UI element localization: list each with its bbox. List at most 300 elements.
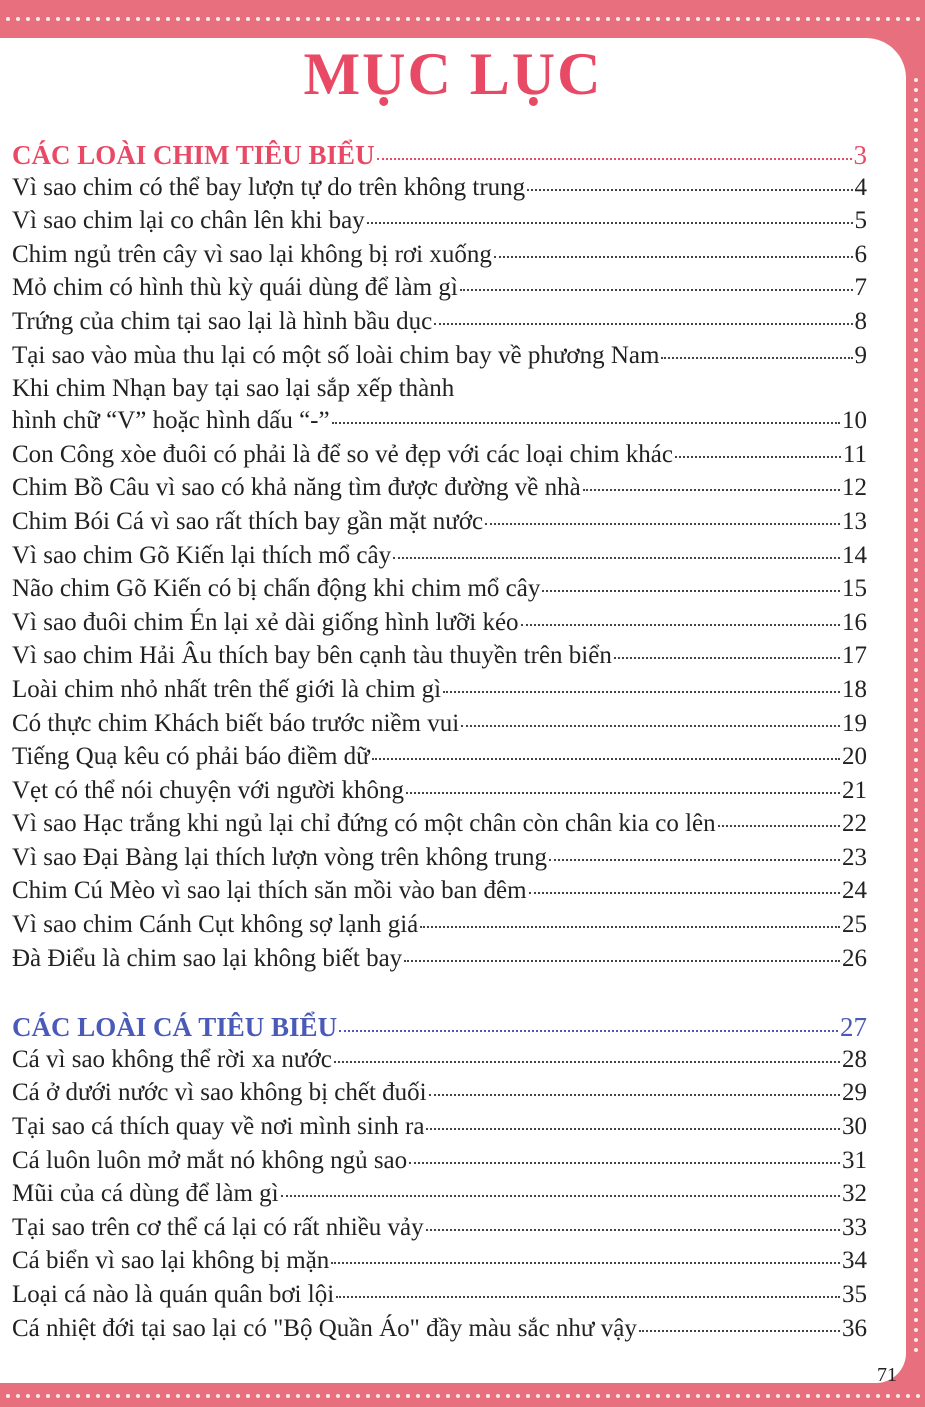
dot-leader [485, 523, 840, 525]
frame-dot [326, 1394, 330, 1398]
frame-dot [106, 17, 110, 21]
toc-entry[interactable] [12, 1247, 867, 1281]
frame-dot [914, 618, 918, 622]
frame-dot [136, 1394, 140, 1398]
frame-dot [246, 1394, 250, 1398]
dot-leader [529, 892, 840, 894]
frame-dot [914, 988, 918, 992]
frame-dot [76, 17, 80, 21]
dot-leader [367, 222, 853, 224]
dot-leader [420, 926, 840, 928]
toc-entry[interactable] [12, 609, 867, 643]
dot-leader [527, 189, 852, 191]
toc-entry[interactable] [12, 308, 867, 342]
frame-dot [914, 928, 918, 932]
frame-dot [914, 678, 918, 682]
toc-entry-line [12, 375, 867, 407]
frame-dot [396, 1394, 400, 1398]
toc-entry-page-number: 16 [842, 608, 867, 636]
frame-dot [676, 17, 680, 21]
toc-entry[interactable] [12, 407, 867, 441]
frame-dot [696, 17, 700, 21]
toc-entry-page-number: 7 [854, 274, 867, 302]
frame-dot [914, 378, 918, 382]
toc-entry-page-number: 14 [842, 541, 867, 569]
frame-dot [756, 17, 760, 21]
frame-dot [746, 17, 750, 21]
frame-dot [586, 1394, 590, 1398]
frame-dot [914, 358, 918, 362]
toc-entry-page-number: 11 [842, 440, 867, 468]
toc-entry-label: hình chữ “V” hoặc hình dấu “-” [12, 407, 330, 435]
frame-dot [914, 578, 918, 582]
frame-dot [914, 878, 918, 882]
frame-dot [206, 17, 210, 21]
frame-dot [326, 17, 330, 21]
toc-entry[interactable] [12, 642, 867, 676]
frame-dot [914, 138, 918, 142]
frame-dot [914, 418, 918, 422]
toc-entry[interactable] [12, 1046, 867, 1080]
frame-dot [886, 1394, 890, 1398]
dot-leader [661, 357, 852, 359]
frame-dot [706, 1394, 710, 1398]
frame-dot [914, 1308, 918, 1312]
toc-entry-label: Vì sao đuôi chim Én lại xẻ dài giống hình lưỡi kéo [12, 608, 519, 636]
page-title: MỤC LỤC [303, 41, 603, 107]
dot-leader [583, 489, 840, 491]
frame-dot [106, 1394, 110, 1398]
toc-entry-label: Có thực chim Khách biết báo trước niềm vui [12, 709, 460, 737]
toc-entry-label: Vì sao chim Hải Âu thích bay bên cạnh tàu thuyền trên biển [12, 642, 612, 670]
frame-dot [914, 538, 918, 542]
frame-dot [446, 17, 450, 21]
dot-leader [542, 590, 840, 592]
frame-dot [914, 308, 918, 312]
toc-entry[interactable] [12, 542, 867, 576]
frame-dot [476, 17, 480, 21]
frame-dot [316, 1394, 320, 1398]
frame-dot [914, 478, 918, 482]
frame-dot [696, 1394, 700, 1398]
toc-entry-page-number: 28 [842, 1045, 867, 1073]
frame-dot [914, 818, 918, 822]
dot-leader [426, 1229, 840, 1231]
toc-entry-label: Chim Bồ Câu vì sao có khả năng tìm được đường về nhà [12, 474, 581, 502]
frame-dot [914, 228, 918, 232]
frame-dot [156, 1394, 160, 1398]
frame-dot [486, 17, 490, 21]
frame-dot [626, 17, 630, 21]
frame-dot [46, 17, 50, 21]
frame-dot [914, 1228, 918, 1232]
frame-dot [914, 128, 918, 132]
frame-dot [776, 1394, 780, 1398]
frame-dot [914, 978, 918, 982]
frame-dot [914, 938, 918, 942]
frame-dot [586, 17, 590, 21]
dot-leader [331, 1262, 840, 1264]
frame-dot [906, 1394, 910, 1398]
frame-dot [226, 17, 230, 21]
toc-entry-page-number: 13 [842, 507, 867, 535]
frame-dot [686, 17, 690, 21]
toc-entry[interactable] [12, 911, 867, 945]
toc-entry-label: Vì sao chim Gõ Kiến lại thích mổ cây [12, 541, 392, 569]
dot-leader [372, 758, 840, 760]
toc-entry-page-number: 24 [842, 877, 867, 905]
frame-dot [596, 1394, 600, 1398]
toc-entry[interactable] [12, 877, 867, 911]
frame-dot [406, 1394, 410, 1398]
section-heading-fish[interactable] [12, 1012, 867, 1046]
toc-entry-page-number: 9 [854, 341, 867, 369]
frame-dot [914, 718, 918, 722]
frame-dot [566, 1394, 570, 1398]
toc-entry-page-number: 36 [842, 1314, 867, 1342]
toc-entry[interactable] [12, 342, 867, 376]
frame-dot [356, 17, 360, 21]
frame-dot [286, 17, 290, 21]
toc-entry-label: Tại sao vào mùa thu lại có một số loài chim bay về phương Nam [12, 341, 660, 369]
frame-dot [914, 288, 918, 292]
frame-dot [476, 1394, 480, 1398]
dot-leader [334, 1061, 840, 1063]
frame-dot [656, 17, 660, 21]
frame-dot [914, 248, 918, 252]
toc-entry[interactable] [12, 1214, 867, 1248]
frame-dot [914, 1188, 918, 1192]
dot-leader [434, 323, 852, 325]
frame-dot [726, 1394, 730, 1398]
frame-dot [556, 1394, 560, 1398]
frame-dot [556, 17, 560, 21]
frame-dot [296, 17, 300, 21]
frame-dot [376, 17, 380, 21]
frame-dot [386, 17, 390, 21]
toc-entry[interactable] [12, 174, 867, 208]
toc-entry-page-number: 32 [842, 1180, 867, 1208]
frame-dot [126, 17, 130, 21]
frame-dot [436, 17, 440, 21]
frame-dot [914, 1168, 918, 1172]
frame-dot [396, 17, 400, 21]
frame-dot [914, 1058, 918, 1062]
frame-dot [126, 1394, 130, 1398]
toc-entry[interactable] [12, 710, 867, 744]
frame-dot [914, 1118, 918, 1122]
toc-entry[interactable] [12, 1281, 867, 1315]
frame-dot [266, 17, 270, 21]
frame-dot [256, 17, 260, 21]
frame-dot [914, 88, 918, 92]
frame-dot [346, 17, 350, 21]
frame-dot [914, 498, 918, 502]
frame-dot [446, 1394, 450, 1398]
frame-dot [46, 1394, 50, 1398]
frame-dot [914, 868, 918, 872]
frame-dot [516, 1394, 520, 1398]
frame-dot [856, 1394, 860, 1398]
frame-dot [836, 17, 840, 21]
frame-dot [66, 17, 70, 21]
frame-dot [914, 998, 918, 1002]
toc-entry[interactable] [12, 1079, 867, 1113]
frame-dot [914, 268, 918, 272]
frame-dot [796, 17, 800, 21]
frame-dot [276, 1394, 280, 1398]
frame-dot [336, 17, 340, 21]
frame-dot [196, 1394, 200, 1398]
frame-dot [716, 17, 720, 21]
frame-dot [914, 738, 918, 742]
frame-dot [546, 1394, 550, 1398]
frame-dot [66, 1394, 70, 1398]
toc-entry-label: Khi chim Nhạn bay tại sao lại sắp xếp thành [12, 375, 455, 403]
frame-dot [914, 528, 918, 532]
frame-dot [766, 1394, 770, 1398]
toc-entry-label: Loài chim nhỏ nhất trên thế giới là chim gì [12, 675, 442, 703]
frame-dot [686, 1394, 690, 1398]
frame-dot [914, 958, 918, 962]
frame-dot [914, 658, 918, 662]
frame-dot [914, 488, 918, 492]
frame-dot [166, 17, 170, 21]
frame-dot [914, 568, 918, 572]
toc-entry-label: Vì sao Hạc trắng khi ngủ lại chỉ đứng có một chân còn chân kia co lên [12, 810, 716, 838]
toc-entry-page-number: 29 [842, 1079, 867, 1107]
frame-dot [914, 808, 918, 812]
dot-leader [639, 1330, 840, 1332]
frame-dot [176, 17, 180, 21]
frame-dot [914, 1108, 918, 1112]
frame-dot [666, 1394, 670, 1398]
frame-dot [914, 158, 918, 162]
frame-dot [914, 218, 918, 222]
toc-entry[interactable] [12, 1315, 867, 1349]
frame-dot [786, 17, 790, 21]
frame-dot [914, 1018, 918, 1022]
frame-dot [736, 17, 740, 21]
frame-dot [914, 828, 918, 832]
frame-dot [506, 17, 510, 21]
frame-dot [914, 778, 918, 782]
page-number: 71 [877, 1364, 897, 1386]
frame-dot [596, 17, 600, 21]
frame-dot [914, 98, 918, 102]
toc-entry-page-number: 6 [854, 240, 867, 268]
toc-entry-label: Não chim Gõ Kiến có bị chấn động khi chim mổ cây [12, 575, 541, 603]
frame-dot [866, 17, 870, 21]
frame-dot [914, 1078, 918, 1082]
dot-leader [281, 1195, 840, 1197]
frame-dot [786, 1394, 790, 1398]
frame-dot [156, 17, 160, 21]
frame-dot [286, 1394, 290, 1398]
frame-dot [914, 168, 918, 172]
frame-dot [914, 348, 918, 352]
toc-entry[interactable] [12, 441, 867, 475]
frame-dot [566, 17, 570, 21]
frame-dot [914, 198, 918, 202]
frame-dot [576, 17, 580, 21]
frame-dot [516, 17, 520, 21]
toc-entry-page-number: 26 [842, 944, 867, 972]
frame-dot [826, 17, 830, 21]
section-gap [12, 978, 867, 1012]
frame-dot [576, 1394, 580, 1398]
frame-dot [26, 17, 30, 21]
toc-entry[interactable] [12, 743, 867, 777]
toc-entry-label: Chim Bói Cá vì sao rất thích bay gần mặt nước [12, 507, 484, 535]
frame-dot [914, 1088, 918, 1092]
frame-dot [914, 588, 918, 592]
toc-entry[interactable] [12, 676, 867, 710]
dot-leader [460, 289, 853, 291]
frame-dot [16, 1394, 20, 1398]
toc-entry-label: Đà Điểu là chim sao lại không biết bay [12, 944, 403, 972]
birds-entry-list [12, 174, 867, 979]
frame-dot [914, 728, 918, 732]
frame-dot [366, 17, 370, 21]
dot-leader [614, 657, 840, 659]
toc-entry-page-number: 21 [842, 776, 867, 804]
toc-entry[interactable] [12, 274, 867, 308]
section-heading-label: CÁC LOÀI CHIM TIÊU BIỂU [12, 140, 375, 170]
frame-dot [276, 17, 280, 21]
frame-dot [914, 148, 918, 152]
frame-dot [466, 17, 470, 21]
toc-entry[interactable] [12, 207, 867, 241]
frame-dot [914, 398, 918, 402]
toc-entry-label: Tại sao cá thích quay về nơi mình sinh ra [12, 1113, 425, 1141]
toc-entry-page-number: 5 [854, 207, 867, 235]
frame-dot [846, 17, 850, 21]
frame-dot [456, 1394, 460, 1398]
frame-dot [336, 1394, 340, 1398]
toc-entry-page-number: 35 [842, 1281, 867, 1308]
toc-entry-label: Vì sao chim lại co chân lên khi bay [12, 207, 365, 235]
frame-dot [914, 1348, 918, 1352]
frame-dot [496, 17, 500, 21]
toc-entry-page-number: 18 [842, 675, 867, 703]
toc-entry-label: Mỏ chim có hình thù kỳ quái dùng để làm gì [12, 274, 458, 302]
toc-entry-page-number: 12 [842, 474, 867, 502]
frame-dot [816, 17, 820, 21]
frame-dot [914, 1028, 918, 1032]
toc-entry[interactable] [12, 474, 867, 508]
toc-entry-page-number: 15 [842, 575, 867, 603]
frame-dot [914, 758, 918, 762]
frame-dot [914, 118, 918, 122]
dot-leader [393, 557, 840, 559]
frame-dot [914, 458, 918, 462]
dot-leader [461, 725, 840, 727]
toc-entry[interactable] [12, 1147, 867, 1181]
frame-dot [706, 17, 710, 21]
frame-dot [36, 1394, 40, 1398]
frame-dot [366, 1394, 370, 1398]
frame-dot [914, 278, 918, 282]
frame-dot [216, 17, 220, 21]
toc-entry[interactable] [12, 1180, 867, 1214]
frame-dot [914, 1328, 918, 1332]
frame-dot [616, 1394, 620, 1398]
toc-entry-page-number: 17 [842, 642, 867, 670]
frame-dot [96, 17, 100, 21]
frame-dot [406, 17, 410, 21]
frame-dot [914, 888, 918, 892]
toc-entry-page-number: 4 [854, 173, 867, 201]
frame-dot [914, 798, 918, 802]
frame-dot [536, 17, 540, 21]
toc-entry[interactable] [12, 575, 867, 609]
toc-entry-label: Cá vì sao không thể rời xa nước [12, 1045, 332, 1073]
frame-dot [914, 1288, 918, 1292]
frame-dot [236, 17, 240, 21]
toc-entry[interactable] [12, 777, 867, 811]
toc-entry[interactable] [12, 508, 867, 542]
frame-dot [914, 1248, 918, 1252]
frame-dot [666, 17, 670, 21]
frame-dot [914, 1128, 918, 1132]
frame-dot [836, 1394, 840, 1398]
frame-dot [914, 108, 918, 112]
frame-dot [436, 1394, 440, 1398]
frame-dot [736, 1394, 740, 1398]
toc-entry[interactable] [12, 810, 867, 844]
frame-dot [914, 1158, 918, 1162]
frame-dot [914, 1048, 918, 1052]
frame-dot [646, 17, 650, 21]
toc-entry-label: Chim Cú Mèo vì sao lại thích săn mồi vào ban đêm [12, 877, 527, 905]
dot-leader [406, 792, 840, 794]
frame-dot [914, 608, 918, 612]
frame-dot [914, 438, 918, 442]
frame-dot [536, 1394, 540, 1398]
toc-entry[interactable] [12, 844, 867, 878]
toc-entry-label: Tại sao trên cơ thể cá lại có rất nhiều vảy [12, 1213, 424, 1241]
frame-dot [796, 1394, 800, 1398]
toc-entry[interactable] [12, 241, 867, 275]
frame-dot [606, 1394, 610, 1398]
frame-dot [656, 1394, 660, 1398]
toc-entry[interactable] [12, 945, 867, 979]
frame-dot [914, 948, 918, 952]
frame-dot [166, 1394, 170, 1398]
frame-dot [496, 1394, 500, 1398]
frame-dot [914, 1278, 918, 1282]
frame-dot [914, 848, 918, 852]
frame-dot [816, 1394, 820, 1398]
section-heading-birds[interactable] [12, 140, 867, 174]
frame-dot [914, 628, 918, 632]
frame-dot [416, 17, 420, 21]
frame-dot [914, 328, 918, 332]
frame-dot [914, 1038, 918, 1042]
frame-dot [246, 17, 250, 21]
dot-leader [675, 456, 841, 458]
frame-dot [236, 1394, 240, 1398]
frame-dot [896, 17, 900, 21]
frame-dot [914, 1338, 918, 1342]
toc-entry-page-number: 30 [842, 1113, 867, 1141]
toc-entry[interactable] [12, 1113, 867, 1147]
toc-entry-label: Loại cá nào là quán quân bơi lội [12, 1281, 335, 1308]
frame-dot [386, 1394, 390, 1398]
frame-dot [856, 17, 860, 21]
frame-dot [16, 17, 20, 21]
